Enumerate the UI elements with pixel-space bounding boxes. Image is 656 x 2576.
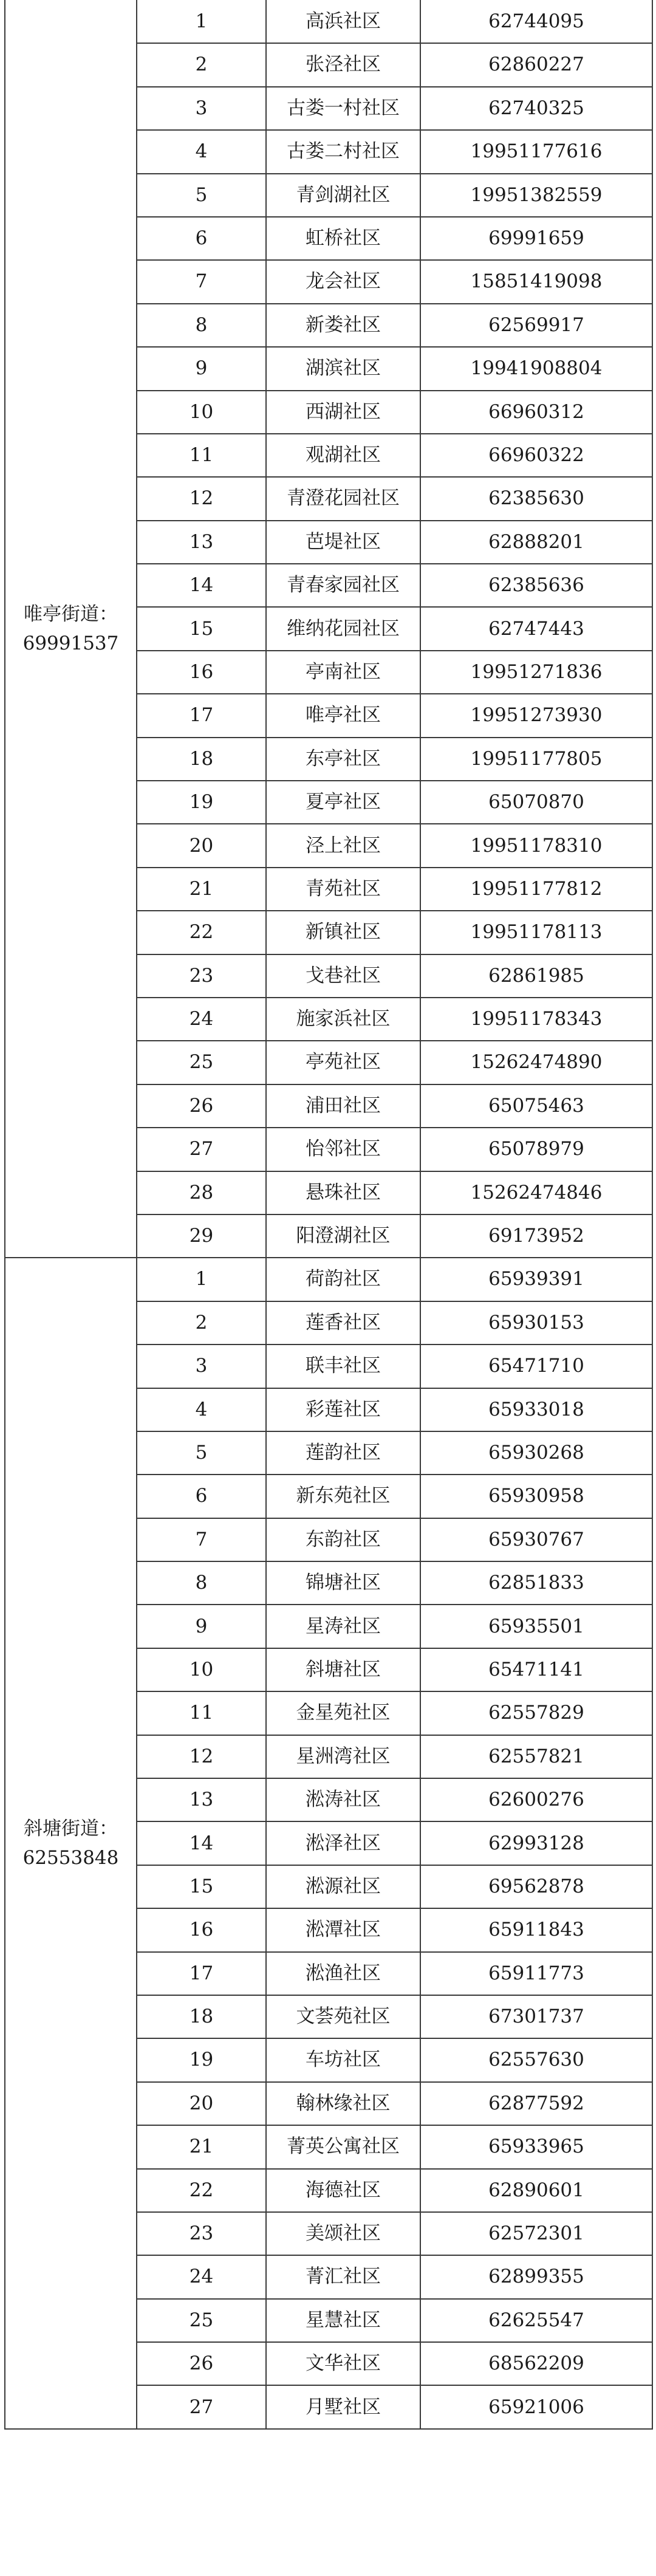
community-phone-cell: 62851833 xyxy=(420,1561,652,1605)
community-name-cell: 悬珠社区 xyxy=(266,1171,420,1214)
row-number-cell: 8 xyxy=(137,304,266,347)
community-phone-cell: 65471141 xyxy=(420,1648,652,1691)
row-number-cell: 13 xyxy=(137,521,266,564)
community-name-cell: 维纳花园社区 xyxy=(266,607,420,650)
community-phone-cell: 62600276 xyxy=(420,1778,652,1821)
community-name-cell: 文荟苑社区 xyxy=(266,1995,420,2038)
community-phone-cell: 62625547 xyxy=(420,2299,652,2342)
row-number-cell: 14 xyxy=(137,1821,266,1865)
community-name-cell: 戈巷社区 xyxy=(266,954,420,998)
row-number-cell: 8 xyxy=(137,1561,266,1605)
community-name-cell: 青苑社区 xyxy=(266,868,420,911)
community-phone-cell: 19951271836 xyxy=(420,651,652,694)
row-number-cell: 20 xyxy=(137,2082,266,2125)
street-cell xyxy=(5,0,137,1258)
row-number-cell: 9 xyxy=(137,347,266,390)
row-number-cell: 21 xyxy=(137,2125,266,2168)
community-name-cell: 星涛社区 xyxy=(266,1605,420,1648)
community-phone-cell: 62557829 xyxy=(420,1691,652,1735)
community-phone-cell: 19951177805 xyxy=(420,738,652,781)
row-number-cell: 24 xyxy=(137,2255,266,2298)
row-number-cell: 2 xyxy=(137,43,266,86)
row-number-cell: 28 xyxy=(137,1171,266,1214)
community-phone-cell: 65930767 xyxy=(420,1518,652,1561)
community-phone-cell: 65930153 xyxy=(420,1301,652,1345)
row-number-cell: 5 xyxy=(137,1431,266,1475)
community-name-cell: 古娄二村社区 xyxy=(266,130,420,173)
community-name-cell: 星洲湾社区 xyxy=(266,1735,420,1778)
community-phone-cell: 62899355 xyxy=(420,2255,652,2298)
community-name-cell: 淞潭社区 xyxy=(266,1908,420,1951)
community-phone-cell: 62385630 xyxy=(420,477,652,520)
community-name-cell: 星慧社区 xyxy=(266,2299,420,2342)
community-phone-cell: 19951178310 xyxy=(420,824,652,867)
community-name-cell: 施家浜社区 xyxy=(266,998,420,1041)
row-number-cell: 23 xyxy=(137,2212,266,2255)
row-number-cell: 4 xyxy=(137,1388,266,1431)
community-name-cell: 淞涛社区 xyxy=(266,1778,420,1821)
community-phone-cell: 68562209 xyxy=(420,2342,652,2385)
community-phone-cell: 62993128 xyxy=(420,1821,652,1865)
community-name-cell: 张泾社区 xyxy=(266,43,420,86)
row-number-cell: 2 xyxy=(137,1301,266,1345)
community-name-cell: 青剑湖社区 xyxy=(266,174,420,217)
row-number-cell: 3 xyxy=(137,1345,266,1388)
row-number-cell: 13 xyxy=(137,1778,266,1821)
community-phone-cell: 69562878 xyxy=(420,1865,652,1908)
row-number-cell: 12 xyxy=(137,477,266,520)
row-number-cell: 15 xyxy=(137,607,266,650)
row-number-cell: 24 xyxy=(137,998,266,1041)
community-phone-cell: 62557821 xyxy=(420,1735,652,1778)
community-name-cell: 翰林缘社区 xyxy=(266,2082,420,2125)
row-number-cell: 17 xyxy=(137,694,266,737)
row-number-cell: 6 xyxy=(137,217,266,260)
row-number-cell: 16 xyxy=(137,1908,266,1951)
row-number-cell: 9 xyxy=(137,1605,266,1648)
row-number-cell: 27 xyxy=(137,1128,266,1171)
community-name-cell: 唯亭社区 xyxy=(266,694,420,737)
community-phone-cell: 19951178343 xyxy=(420,998,652,1041)
community-name-cell: 莲韵社区 xyxy=(266,1431,420,1475)
community-name-cell: 浦田社区 xyxy=(266,1084,420,1128)
row-number-cell: 25 xyxy=(137,1041,266,1084)
community-phone-cell: 65930958 xyxy=(420,1475,652,1518)
row-number-cell: 11 xyxy=(137,1691,266,1735)
community-name-cell: 斜塘社区 xyxy=(266,1648,420,1691)
row-number-cell: 19 xyxy=(137,2038,266,2081)
community-name-cell: 新镇社区 xyxy=(266,911,420,954)
community-name-cell: 青澄花园社区 xyxy=(266,477,420,520)
community-name-cell: 西湖社区 xyxy=(266,391,420,434)
row-number-cell: 6 xyxy=(137,1475,266,1518)
community-phone-cell: 19951177616 xyxy=(420,130,652,173)
community-phone-cell: 65933018 xyxy=(420,1388,652,1431)
community-name-cell: 淞渔社区 xyxy=(266,1952,420,1995)
community-name-cell: 海德社区 xyxy=(266,2169,420,2212)
community-name-cell: 新娄社区 xyxy=(266,304,420,347)
community-phone-cell: 65911843 xyxy=(420,1908,652,1951)
community-phone-cell: 62569917 xyxy=(420,304,652,347)
community-name-cell: 亭南社区 xyxy=(266,651,420,694)
community-phone-cell: 65930268 xyxy=(420,1431,652,1475)
community-phone-cell: 62572301 xyxy=(420,2212,652,2255)
street-name: 斜塘街道： xyxy=(24,1818,118,1840)
community-name-cell: 泾上社区 xyxy=(266,824,420,867)
community-phone-cell: 15851419098 xyxy=(420,260,652,303)
community-phone-cell: 69173952 xyxy=(420,1214,652,1258)
community-name-cell: 龙会社区 xyxy=(266,260,420,303)
row-number-cell: 18 xyxy=(137,738,266,781)
street-phone: 62553848 xyxy=(22,1847,119,1869)
community-name-cell: 彩莲社区 xyxy=(266,1388,420,1431)
community-name-cell: 淞源社区 xyxy=(266,1865,420,1908)
community-phone-cell: 62740325 xyxy=(420,87,652,130)
community-name-cell: 芭堤社区 xyxy=(266,521,420,564)
community-name-cell: 联丰社区 xyxy=(266,1345,420,1388)
row-number-cell: 4 xyxy=(137,130,266,173)
community-phone-cell: 19951177812 xyxy=(420,868,652,911)
row-number-cell: 7 xyxy=(137,1518,266,1561)
community-name-cell: 古娄一村社区 xyxy=(266,87,420,130)
community-phone-cell: 62861985 xyxy=(420,954,652,998)
row-number-cell: 15 xyxy=(137,1865,266,1908)
community-phone-cell: 65075463 xyxy=(420,1084,652,1128)
community-phone-cell: 65070870 xyxy=(420,781,652,824)
community-phone-cell: 65933965 xyxy=(420,2125,652,2168)
row-number-cell: 19 xyxy=(137,781,266,824)
community-phone-cell: 62385636 xyxy=(420,564,652,607)
community-name-cell: 高浜社区 xyxy=(266,0,420,43)
row-number-cell: 1 xyxy=(137,0,266,43)
table-row xyxy=(5,0,652,43)
community-name-cell: 湖滨社区 xyxy=(266,347,420,390)
community-name-cell: 金星苑社区 xyxy=(266,1691,420,1735)
community-phone-cell: 66960322 xyxy=(420,434,652,477)
community-name-cell: 菁汇社区 xyxy=(266,2255,420,2298)
community-phone-cell: 62860227 xyxy=(420,43,652,86)
row-number-cell: 27 xyxy=(137,2385,266,2428)
row-number-cell: 5 xyxy=(137,174,266,217)
street-phone: 69991537 xyxy=(22,632,119,654)
community-phone-cell: 19951178113 xyxy=(420,911,652,954)
row-number-cell: 21 xyxy=(137,868,266,911)
community-name-cell: 月墅社区 xyxy=(266,2385,420,2428)
community-name-cell: 东韵社区 xyxy=(266,1518,420,1561)
row-number-cell: 22 xyxy=(137,2169,266,2212)
row-number-cell: 18 xyxy=(137,1995,266,2038)
community-phone-cell: 19951382559 xyxy=(420,174,652,217)
community-name-cell: 文华社区 xyxy=(266,2342,420,2385)
row-number-cell: 12 xyxy=(137,1735,266,1778)
community-contact-sheet xyxy=(4,0,652,2430)
table-body xyxy=(5,0,652,2429)
community-name-cell: 阳澄湖社区 xyxy=(266,1214,420,1258)
row-number-cell: 10 xyxy=(137,391,266,434)
community-name-cell: 虹桥社区 xyxy=(266,217,420,260)
row-number-cell: 7 xyxy=(137,260,266,303)
community-phone-cell: 66960312 xyxy=(420,391,652,434)
community-phone-cell: 15262474846 xyxy=(420,1171,652,1214)
community-phone-cell: 19941908804 xyxy=(420,347,652,390)
row-number-cell: 10 xyxy=(137,1648,266,1691)
community-name-cell: 新东苑社区 xyxy=(266,1475,420,1518)
community-phone-cell: 65921006 xyxy=(420,2385,652,2428)
community-phone-cell: 65078979 xyxy=(420,1128,652,1171)
community-phone-cell: 69991659 xyxy=(420,217,652,260)
row-number-cell: 22 xyxy=(137,911,266,954)
community-name-cell: 菁英公寓社区 xyxy=(266,2125,420,2168)
row-number-cell: 20 xyxy=(137,824,266,867)
community-phone-cell: 65939391 xyxy=(420,1258,652,1301)
row-number-cell: 23 xyxy=(137,954,266,998)
community-phone-cell: 62877592 xyxy=(420,2082,652,2125)
community-phone-cell: 65471710 xyxy=(420,1345,652,1388)
community-phone-cell: 62747443 xyxy=(420,607,652,650)
community-name-cell: 青春家园社区 xyxy=(266,564,420,607)
community-name-cell: 夏亭社区 xyxy=(266,781,420,824)
community-phone-cell: 62888201 xyxy=(420,521,652,564)
community-name-cell: 锦塘社区 xyxy=(266,1561,420,1605)
row-number-cell: 11 xyxy=(137,434,266,477)
row-number-cell: 3 xyxy=(137,87,266,130)
row-number-cell: 25 xyxy=(137,2299,266,2342)
community-phone-cell: 65911773 xyxy=(420,1952,652,1995)
community-name-cell: 车坊社区 xyxy=(266,2038,420,2081)
community-phone-cell: 62744095 xyxy=(420,0,652,43)
community-name-cell: 莲香社区 xyxy=(266,1301,420,1345)
community-name-cell: 美颂社区 xyxy=(266,2212,420,2255)
row-number-cell: 14 xyxy=(137,564,266,607)
community-name-cell: 亭苑社区 xyxy=(266,1041,420,1084)
table-row xyxy=(5,1258,652,1301)
community-phone-cell: 65935501 xyxy=(420,1605,652,1648)
community-phone-cell: 62890601 xyxy=(420,2169,652,2212)
community-name-cell: 东亭社区 xyxy=(266,738,420,781)
row-number-cell: 1 xyxy=(137,1258,266,1301)
community-name-cell: 淞泽社区 xyxy=(266,1821,420,1865)
row-number-cell: 29 xyxy=(137,1214,266,1258)
street-name: 唯亭街道： xyxy=(24,603,118,625)
community-phone-cell: 15262474890 xyxy=(420,1041,652,1084)
row-number-cell: 16 xyxy=(137,651,266,694)
community-contact-table xyxy=(4,0,653,2430)
row-number-cell: 17 xyxy=(137,1952,266,1995)
community-phone-cell: 67301737 xyxy=(420,1995,652,2038)
community-name-cell: 荷韵社区 xyxy=(266,1258,420,1301)
row-number-cell: 26 xyxy=(137,1084,266,1128)
community-name-cell: 观湖社区 xyxy=(266,434,420,477)
community-phone-cell: 62557630 xyxy=(420,2038,652,2081)
street-cell xyxy=(5,1258,137,2429)
community-name-cell: 怡邻社区 xyxy=(266,1128,420,1171)
community-phone-cell: 19951273930 xyxy=(420,694,652,737)
row-number-cell: 26 xyxy=(137,2342,266,2385)
